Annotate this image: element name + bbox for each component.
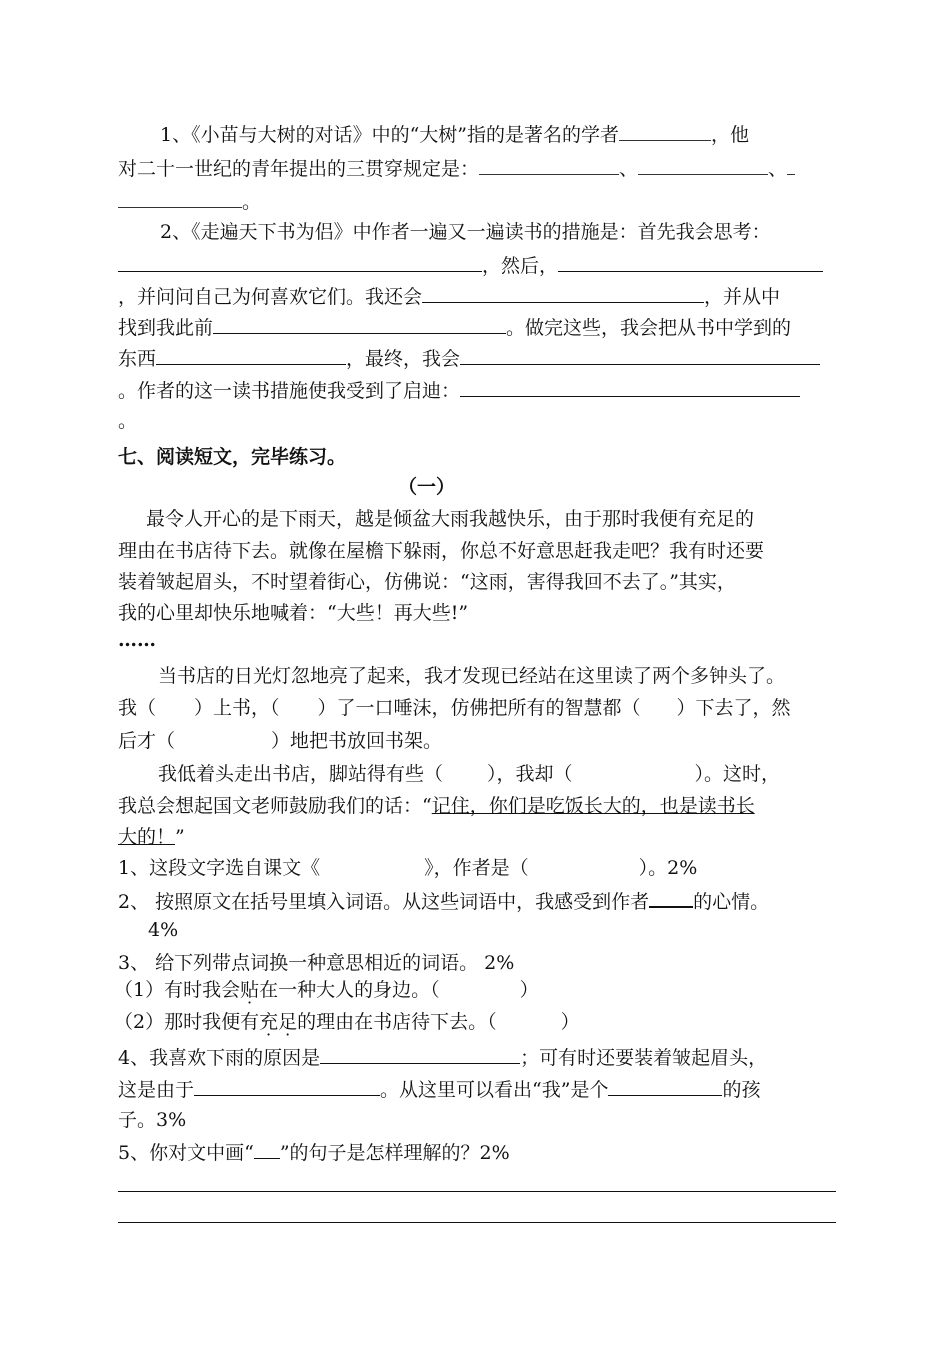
answer-line-1[interactable] (118, 1191, 836, 1192)
text-seg: 我总会想起国文老师鼓励我们的话：“ (118, 795, 432, 817)
passage-p1-line3: 装着皱起眉头，不时望着街心，仿佛说：“这雨，害得我回不去了。”其实， (118, 571, 736, 593)
then-blank[interactable] (558, 253, 823, 272)
separator: 、 (619, 158, 639, 180)
rule-blank-1[interactable] (479, 156, 619, 175)
text-seg: ）了一口唾沫，仿佛把所有的智慧都（ (317, 697, 641, 719)
text-seg: ” (175, 826, 185, 848)
inspire-text: 。作者的这一读书措施使我受到了启迪： (118, 380, 461, 402)
end-mark: 。 (118, 410, 138, 432)
dotted-word: 足 (278, 1011, 298, 1033)
child-blank[interactable] (608, 1077, 722, 1096)
mood-blank[interactable] (649, 888, 693, 908)
text-seg: 我（ (118, 697, 157, 719)
question-4-line2 (118, 1077, 760, 1102)
text-seg: 2、 按照原文在括号里填入词语。从这些词语中，我感受到作者 (118, 891, 650, 913)
underlined-sentence-end: 大的！ (118, 826, 176, 848)
rule-blank-3a[interactable] (787, 156, 795, 175)
question-3-2 (114, 1010, 580, 1034)
text-seg: 。从这里可以看出“我”是个 (380, 1079, 609, 1101)
q6-1-rules-label: 对二十一世纪的青年提出的三贯穿规定是： (118, 158, 480, 180)
text-seg: ）上书，（ (194, 697, 280, 719)
text-seg: ）。这时， (694, 763, 781, 785)
because-blank[interactable] (194, 1077, 380, 1096)
question-3: 3、 给下列带点词换一种意思相近的词语。 2% (118, 952, 515, 974)
q6-2-line5 (118, 346, 820, 371)
passage-p1-line1: 最令人开心的是下雨天，越是倾盆大雨我越快乐，由于那时我便有充足的 (146, 508, 755, 530)
before-blank[interactable] (213, 315, 506, 334)
text-seg: 的心情。 (693, 891, 770, 913)
text-seg: ）下去了，然 (676, 697, 791, 719)
done-text: 。做完这些，我会把从书中学到的 (506, 317, 792, 339)
q6-1-line2 (118, 156, 795, 181)
ellipsis: …… (118, 629, 156, 651)
q6-2-line3 (118, 284, 780, 309)
passage-p3-line2 (118, 794, 755, 818)
dotted-word: 充 (259, 1011, 279, 1033)
text-seg: 这是由于 (118, 1079, 195, 1101)
q6-1-line3 (118, 189, 261, 214)
section-heading: 七、阅读短文，完毕练习。 (118, 446, 347, 468)
q6-1-tail: ，他 (711, 124, 750, 146)
inspire-blank[interactable] (460, 378, 800, 397)
text-seg: （1）有时我会 (114, 979, 241, 1001)
reason-blank[interactable] (320, 1045, 520, 1064)
question-3-1 (114, 978, 539, 1002)
text-seg: 》，作者是（ (424, 857, 529, 879)
text-seg: ） (519, 979, 539, 1001)
ask-text: ，并问问自己为何喜欢它们。我还会 (118, 286, 423, 308)
passage-p2-line1: 当书店的日光灯忽地亮了起来，我才发现已经站在这里读了两个多钟头了。 (158, 665, 786, 687)
text-seg: ） (560, 1011, 580, 1033)
passage-p3-line3 (118, 825, 185, 849)
q6-2-line2 (118, 253, 823, 278)
q6-2-line1 (160, 220, 771, 244)
question-2-score: 4% (148, 919, 179, 941)
scholar-blank[interactable] (619, 122, 711, 141)
underline-mark (254, 1140, 280, 1159)
finally-blank[interactable] (460, 346, 820, 365)
then-label: ，然后， (482, 255, 559, 277)
text-seg: 5、你对文中画“ (118, 1142, 254, 1164)
text-seg: ；可有时还要装着皱起眉头， (520, 1047, 768, 1069)
text-seg: 的理由在书店待下去。（ (297, 1011, 497, 1033)
finally-text: ，最终，我会 (346, 348, 461, 370)
question-5 (118, 1140, 510, 1165)
text-seg: 我低着头走出书店，脚站得有些（ (158, 763, 444, 785)
text-seg: 的孩 (722, 1079, 761, 1101)
passage-p2-line2 (118, 696, 791, 720)
text-seg: （2）那时我便有 (114, 1011, 260, 1033)
think-blank[interactable] (118, 253, 482, 272)
q6-1-line1 (160, 122, 749, 147)
dotted-word: 贴 (240, 979, 260, 1001)
part-title: （一） (398, 476, 456, 498)
q6-2-line4 (118, 315, 791, 340)
rule-blank-2[interactable] (638, 156, 768, 175)
things-text: 东西 (118, 348, 157, 370)
passage-p1-line2: 理由在书店待下去。就像在屋檐下躲雨，你总不好意思赶我走吧？我有时还要 (118, 540, 765, 562)
text-seg: 后才（ (118, 730, 176, 752)
rule-blank-3b[interactable] (118, 189, 242, 208)
underlined-sentence: 记住，你们是吃饭长大的，也是读书长 (431, 795, 755, 817)
text-seg: ”的句子是怎样理解的？2% (279, 1142, 510, 1164)
end-mark: 。 (242, 191, 262, 213)
passage-p3-line1 (158, 762, 780, 786)
text-seg: ）。2% (638, 857, 698, 879)
text-seg: 在一种大人的身边。（ (259, 979, 440, 1001)
q6-2-line7 (118, 409, 137, 433)
passage-p1-line4: 我的心里却快乐地喊着：“大些！再大些!” (118, 602, 469, 624)
text-seg: ），我却（ (487, 763, 573, 785)
from-text: ，并从中 (704, 286, 781, 308)
separator: 、 (768, 158, 788, 180)
also-blank[interactable] (422, 284, 704, 303)
q6-2-text: 2、《走遍天下书为侣》中作者一遍又一遍读书的措施是：首先我会思考： (160, 221, 771, 243)
text-seg: ）地把书放回书架。 (271, 730, 443, 752)
passage-p2-line3 (118, 729, 442, 753)
things-blank[interactable] (156, 346, 346, 365)
found-text: 找到我此前 (118, 317, 214, 339)
question-1 (118, 856, 697, 880)
question-2 (118, 888, 769, 914)
text-seg: 1、这段文字选自课文《 (118, 857, 321, 879)
question-4-line1 (118, 1045, 767, 1070)
q6-1-text: 1、《小苗与大树的对话》中的“大树”指的是著名的学者 (160, 124, 620, 146)
question-4-line3: 子。3% (118, 1109, 187, 1131)
answer-line-2[interactable] (118, 1222, 836, 1223)
q6-2-line6 (118, 378, 800, 403)
text-seg: 4、我喜欢下雨的原因是 (118, 1047, 321, 1069)
